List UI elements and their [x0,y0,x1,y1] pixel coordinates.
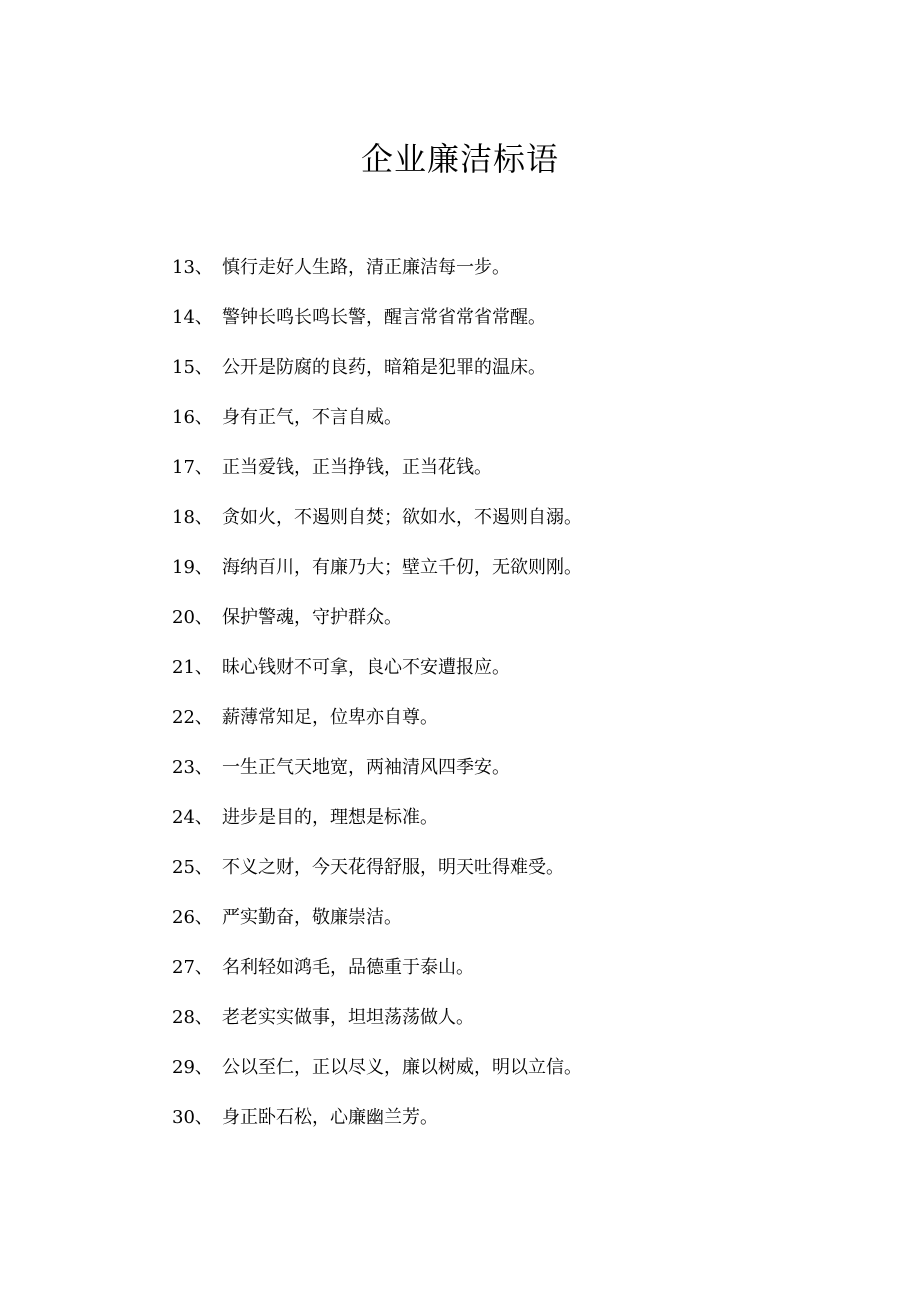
list-item [172,656,860,706]
item-text: 警钟长鸣长鸣长警，醒言常省常省常醒。 [222,307,546,328]
item-text: 严实勤奋，敬廉崇洁。 [222,907,402,928]
list-item [172,356,860,406]
item-number: 25、 [172,857,213,878]
item-text: 名利轻如鸿毛，品德重于泰山。 [222,957,474,978]
item-number: 28、 [172,1007,213,1028]
list-item [172,306,860,356]
list-item [172,406,860,456]
item-text: 昧心钱财不可拿，良心不安遭报应。 [222,657,510,678]
slogan-list [0,256,920,1156]
item-number: 27、 [172,957,213,978]
item-number: 17、 [172,457,213,478]
item-text: 老老实实做事，坦坦荡荡做人。 [222,1007,474,1028]
list-item [172,256,860,306]
item-text: 一生正气天地宽，两袖清风四季安。 [222,757,510,778]
list-item [172,806,860,856]
list-item [172,456,860,506]
item-number: 21、 [172,657,213,678]
list-item [172,706,860,756]
item-number: 22、 [172,707,213,728]
item-number: 26、 [172,907,213,928]
list-item [172,606,860,656]
list-item [172,756,860,806]
list-item [172,906,860,956]
list-item [172,956,860,1006]
item-number: 24、 [172,807,213,828]
item-text: 进步是目的，理想是标准。 [222,807,438,828]
item-number: 18、 [172,507,213,528]
list-item [172,1006,860,1056]
list-item [172,556,860,606]
item-text: 海纳百川，有廉乃大；壁立千仞，无欲则刚。 [222,557,582,578]
item-text: 公开是防腐的良药，暗箱是犯罪的温床。 [222,357,546,378]
list-item [172,506,860,556]
item-number: 13、 [172,257,213,278]
item-text: 身有正气，不言自威。 [222,407,402,428]
item-text: 正当爱钱，正当挣钱，正当花钱。 [222,457,492,478]
item-number: 16、 [172,407,213,428]
item-text: 身正卧石松，心廉幽兰芳。 [222,1107,438,1128]
item-text: 不义之财，今天花得舒服，明天吐得难受。 [222,857,564,878]
item-text: 公以至仁，正以尽义，廉以树威，明以立信。 [222,1057,582,1078]
page-title: 企业廉洁标语 [360,140,559,178]
list-item [172,856,860,906]
item-text: 慎行走好人生路，清正廉洁每一步。 [222,257,510,278]
item-text: 贪如火，不遏则自焚；欲如水，不遏则自溺。 [222,507,582,528]
list-item [172,1106,860,1156]
item-number: 19、 [172,557,213,578]
item-number: 20、 [172,607,213,628]
item-text: 薪薄常知足，位卑亦自尊。 [222,707,438,728]
item-number: 30、 [172,1107,213,1128]
item-number: 14、 [172,307,213,328]
item-number: 29、 [172,1057,213,1078]
list-item [172,1056,860,1106]
item-number: 15、 [172,357,213,378]
item-number: 23、 [172,757,213,778]
item-text: 保护警魂，守护群众。 [222,607,402,628]
